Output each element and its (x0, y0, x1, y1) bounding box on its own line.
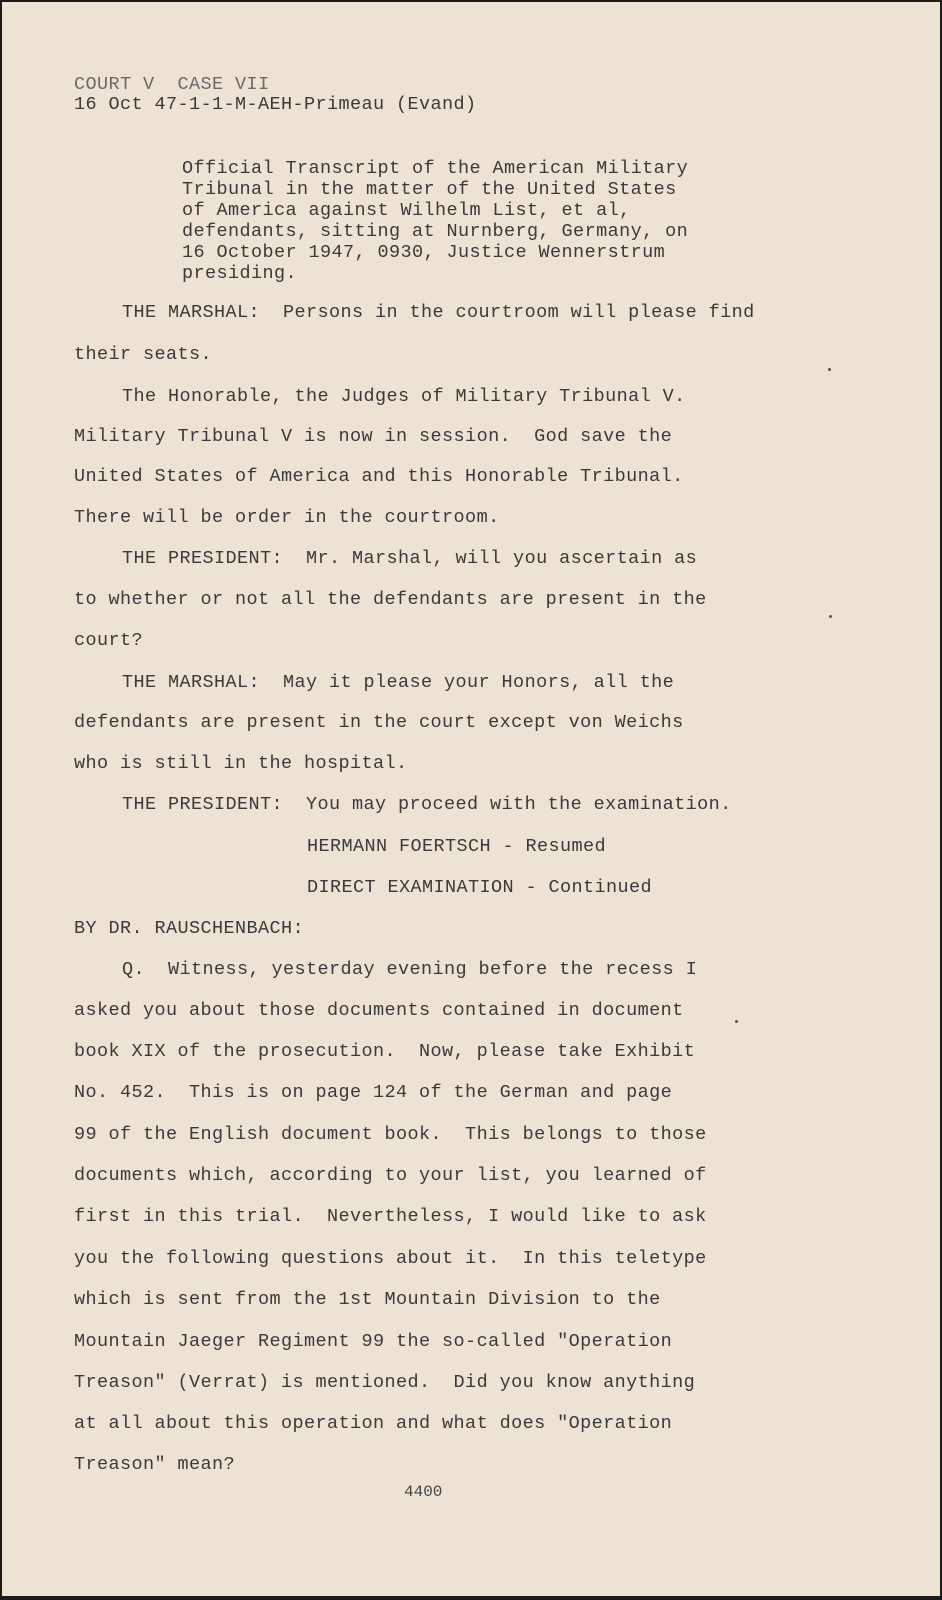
question-line: No. 452. This is on page 124 of the German and page (74, 1082, 673, 1103)
paper-speck (829, 615, 832, 618)
speech-line: court? (74, 630, 144, 651)
question-line: first in this trial. Nevertheless, I would like to ask (74, 1206, 707, 1227)
question-line: 99 of the English document book. This belongs to those (74, 1124, 707, 1145)
speech-line: The Honorable, the Judges of Military Tribunal V. (122, 386, 686, 407)
caption-line: defendants, sitting at Nurnberg, Germany, on (182, 221, 689, 242)
date-reference: 16 Oct 47-1-1-M-AEH-Primeau (Evand) (74, 94, 477, 115)
question-line: asked you about those documents contained in document (74, 1000, 684, 1021)
speech-line: THE MARSHAL: Persons in the courtroom will please find (122, 302, 755, 323)
speech-line: their seats. (74, 344, 213, 365)
question-line: at all about this operation and what does "Operation (74, 1413, 673, 1434)
speech-line: THE PRESIDENT: You may proceed with the examination. (122, 794, 732, 815)
speech-line: defendants are present in the court except von Weichs (74, 712, 684, 733)
question-line: you the following questions about it. In this teletype (74, 1248, 707, 1269)
question-line: Treason" (Verrat) is mentioned. Did you know anything (74, 1372, 696, 1393)
speech-line: THE MARSHAL: May it please your Honors, all the (122, 672, 675, 693)
speech-line: who is still in the hospital. (74, 753, 408, 774)
caption-line: 16 October 1947, 0930, Justice Wennerstrum (182, 242, 666, 263)
question-line: Q. Witness, yesterday evening before the recess I (122, 959, 698, 980)
caption-line: Official Transcript of the American Military (182, 158, 689, 179)
examiner-heading: BY DR. RAUSCHENBACH: (74, 918, 305, 939)
question-line: Treason" mean? (74, 1454, 236, 1475)
speech-line: There will be order in the courtroom. (74, 507, 500, 528)
caption-line: of America against Wilhelm List, et al, (182, 200, 631, 221)
speech-line: United States of America and this Honorable Tribunal. (74, 466, 684, 487)
case-header: COURT V CASE VII (74, 74, 270, 95)
paper-speck (828, 368, 831, 371)
examination-heading: DIRECT EXAMINATION - Continued (307, 877, 653, 898)
speech-line: Military Tribunal V is now in session. God save the (74, 426, 673, 447)
page-number: 4400 (404, 1483, 443, 1501)
caption-line: presiding. (182, 263, 298, 284)
transcript-page (2, 2, 940, 1596)
speech-line: to whether or not all the defendants are present in the (74, 589, 707, 610)
caption-line: Tribunal in the matter of the United States (182, 179, 677, 200)
question-line: Mountain Jaeger Regiment 99 the so-called "Operation (74, 1331, 673, 1352)
witness-heading: HERMANN FOERTSCH - Resumed (307, 836, 607, 857)
speech-line: THE PRESIDENT: Mr. Marshal, will you ascertain as (122, 548, 698, 569)
question-line: which is sent from the 1st Mountain Division to the (74, 1289, 661, 1310)
question-line: book XIX of the prosecution. Now, please take Exhibit (74, 1041, 696, 1062)
question-line: documents which, according to your list, you learned of (74, 1165, 707, 1186)
paper-speck (735, 1020, 738, 1023)
